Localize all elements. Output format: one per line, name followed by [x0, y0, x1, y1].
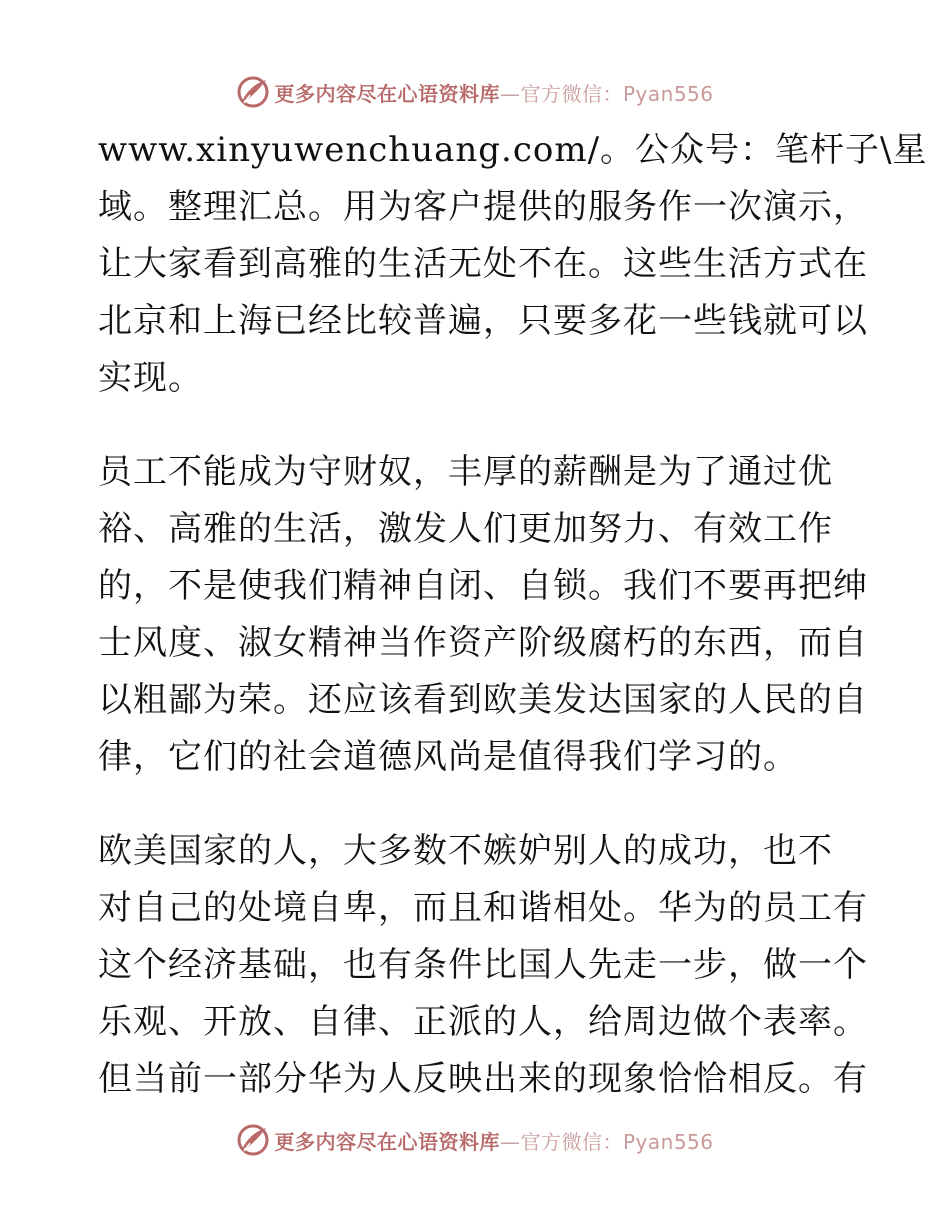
text-line: 北京和上海已经比较普遍，只要多花一些钱就可以	[98, 301, 868, 341]
text-line: 这个经济基础，也有条件比国人先走一步，做一个	[98, 945, 868, 985]
text-line: 士风度、淑女精神当作资产阶级腐朽的东西，而自	[98, 623, 868, 663]
paragraph-2	[98, 444, 868, 786]
text-line: 律，它们的社会道德风尚是值得我们学习的。	[98, 737, 798, 777]
footer-separator: —	[499, 1129, 521, 1154]
text-line: www.xinyuwenchuang.com/。公众号：笔杆子\星	[98, 130, 928, 170]
text-line: 欧美国家的人，大多数不嫉妒别人的成功，也不	[98, 831, 833, 871]
footer-account-id: Pyan556	[622, 1129, 714, 1154]
paragraph-3	[98, 823, 868, 1108]
footer-account-label: 官方微信：	[520, 1129, 623, 1154]
document-body	[98, 122, 928, 1108]
text-line: 但当前一部分华为人反映出来的现象恰恰相反。有	[98, 1059, 868, 1099]
header-banner-text	[274, 78, 713, 107]
text-line: 裕、高雅的生活，激发人们更加努力、有效工作	[98, 509, 833, 549]
paragraph-1	[98, 122, 928, 407]
text-line: 乐观、开放、自律、正派的人，给周边做个表率。	[98, 1002, 868, 1042]
header-banner	[0, 72, 950, 112]
text-line: 域。整理汇总。用为客户提供的服务作一次演示，	[98, 187, 868, 227]
footer-banner-text	[274, 1126, 713, 1155]
quill-pen-logo-icon	[236, 75, 270, 109]
header-account-id: Pyan556	[622, 81, 714, 106]
text-line: 员工不能成为守财奴，丰厚的薪酬是为了通过优	[98, 452, 833, 492]
footer-banner	[0, 1120, 950, 1160]
text-line: 让大家看到高雅的生活无处不在。这些生活方式在	[98, 244, 868, 284]
header-separator: —	[499, 81, 521, 106]
text-line: 实现。	[98, 358, 203, 398]
text-line: 的，不是使我们精神自闭、自锁。我们不要再把绅	[98, 566, 868, 606]
footer-slogan: 更多内容尽在心语资料库	[274, 1129, 500, 1154]
text-line: 对自己的处境自卑，而且和谐相处。华为的员工有	[98, 888, 868, 928]
header-slogan: 更多内容尽在心语资料库	[274, 81, 500, 106]
text-line: 以粗鄙为荣。还应该看到欧美发达国家的人民的自	[98, 680, 868, 720]
quill-pen-logo-icon	[236, 1123, 270, 1157]
header-account-label: 官方微信：	[520, 81, 623, 106]
